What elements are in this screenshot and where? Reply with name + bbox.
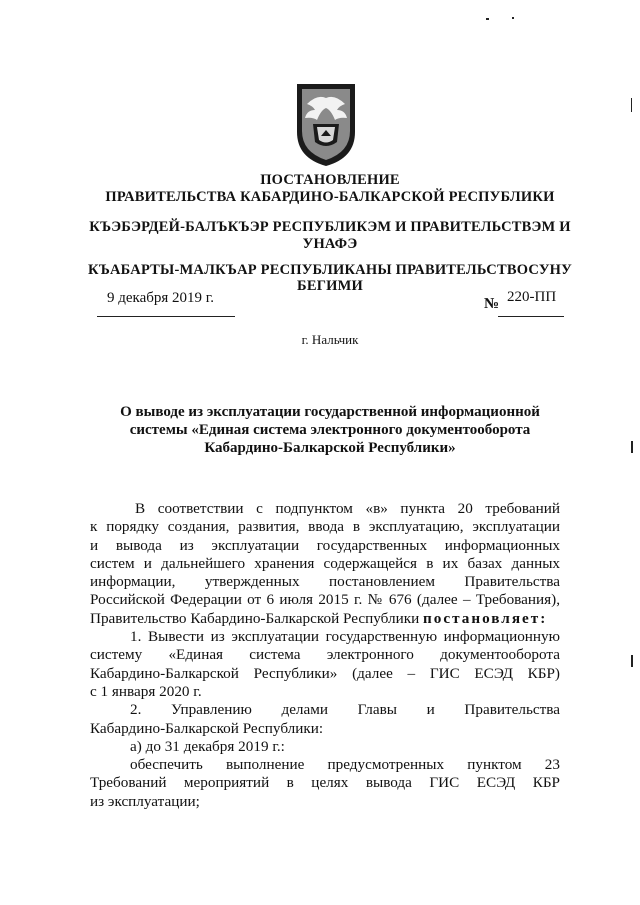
body-line: и вывода из эксплуатации государственных информационных bbox=[90, 536, 560, 554]
city-name: г. Нальчик bbox=[301, 332, 359, 347]
number-sign: № bbox=[484, 296, 500, 312]
document-number: 220-ПП bbox=[507, 289, 557, 305]
body-line: информации, утвержденных постановлением Правительства bbox=[90, 573, 560, 591]
decree-keyword: постановляет: bbox=[423, 609, 548, 627]
date-underline bbox=[97, 316, 235, 317]
document-title bbox=[95, 403, 565, 457]
body-line: Требований мероприятий в целях вывода ГИС ЕСЭД КБР bbox=[90, 774, 560, 792]
body-line: Кабардино-Балкарской Республики: bbox=[90, 719, 324, 737]
title-line-1: О выводе из эксплуатации государственной информационной bbox=[120, 404, 540, 420]
body-line: 2. Управлению делами Главы и Правительства bbox=[130, 701, 560, 719]
body-line: Российской Федерации от 6 июля 2015 г. № 676 (далее – Требования), bbox=[90, 591, 560, 609]
body-line: В соответствии с подпунктом «в» пункта 20 требований bbox=[135, 500, 560, 517]
body-line: к порядку создания, развития, ввода в эксплуатацию, эксплуатации bbox=[90, 518, 560, 536]
header-title: ПОСТАНОВЛЕНИЕ bbox=[260, 172, 400, 188]
scan-mark bbox=[631, 441, 633, 453]
scan-speck bbox=[486, 18, 489, 20]
coat-of-arms-emblem bbox=[293, 80, 359, 168]
document-body bbox=[90, 500, 560, 811]
title-line-2: системы «Единая система электронного документооборота bbox=[129, 422, 531, 438]
body-line: с 1 января 2020 г. bbox=[90, 682, 202, 700]
document-date: 9 декабря 2019 г. bbox=[107, 290, 214, 306]
body-line: а) до 31 декабря 2019 г.: bbox=[130, 737, 285, 755]
scan-mark bbox=[631, 655, 633, 667]
scan-speck bbox=[512, 17, 514, 19]
body-text: Правительство Кабардино-Балкарской Республики bbox=[90, 609, 423, 627]
header-balkar-line-2: БЕГИМИ bbox=[297, 278, 363, 294]
body-line: обеспечить выполнение предусмотренных пунктом 23 bbox=[130, 756, 560, 774]
header-balkar-line-1: КЪАБАРТЫ-МАЛКЪАР РЕСПУБЛИКАНЫ ПРАВИТЕЛЬСТВОСУНУ bbox=[88, 262, 572, 278]
body-line: систему «Единая система электронного документооборота bbox=[90, 646, 560, 664]
number-underline bbox=[498, 316, 564, 317]
body-line: 1. Вывести из эксплуатации государственную информационную bbox=[130, 628, 560, 646]
body-line: Кабардино-Балкарской Республики» (далее – ГИС ЕСЭД КБР) bbox=[90, 664, 560, 682]
scan-mark bbox=[631, 98, 632, 112]
header-kabardian-line-2: УНАФЭ bbox=[302, 236, 358, 252]
body-line bbox=[90, 610, 560, 628]
body-line: систем и дальнейшего хранения содержащейся в их базах данных bbox=[90, 554, 560, 572]
header-kabardian-line-1: КЪЭБЭРДЕЙ-БАЛЪКЪЭР РЕСПУБЛИКЭМ И ПРАВИТЕЛЬСТВЭМ И bbox=[89, 219, 571, 235]
title-line-3: Кабардино-Балкарской Республики» bbox=[204, 440, 456, 456]
header-government-line: ПРАВИТЕЛЬСТВА КАБАРДИНО-БАЛКАРСКОЙ РЕСПУБЛИКИ bbox=[105, 189, 555, 205]
body-line: из эксплуатации; bbox=[90, 792, 200, 810]
